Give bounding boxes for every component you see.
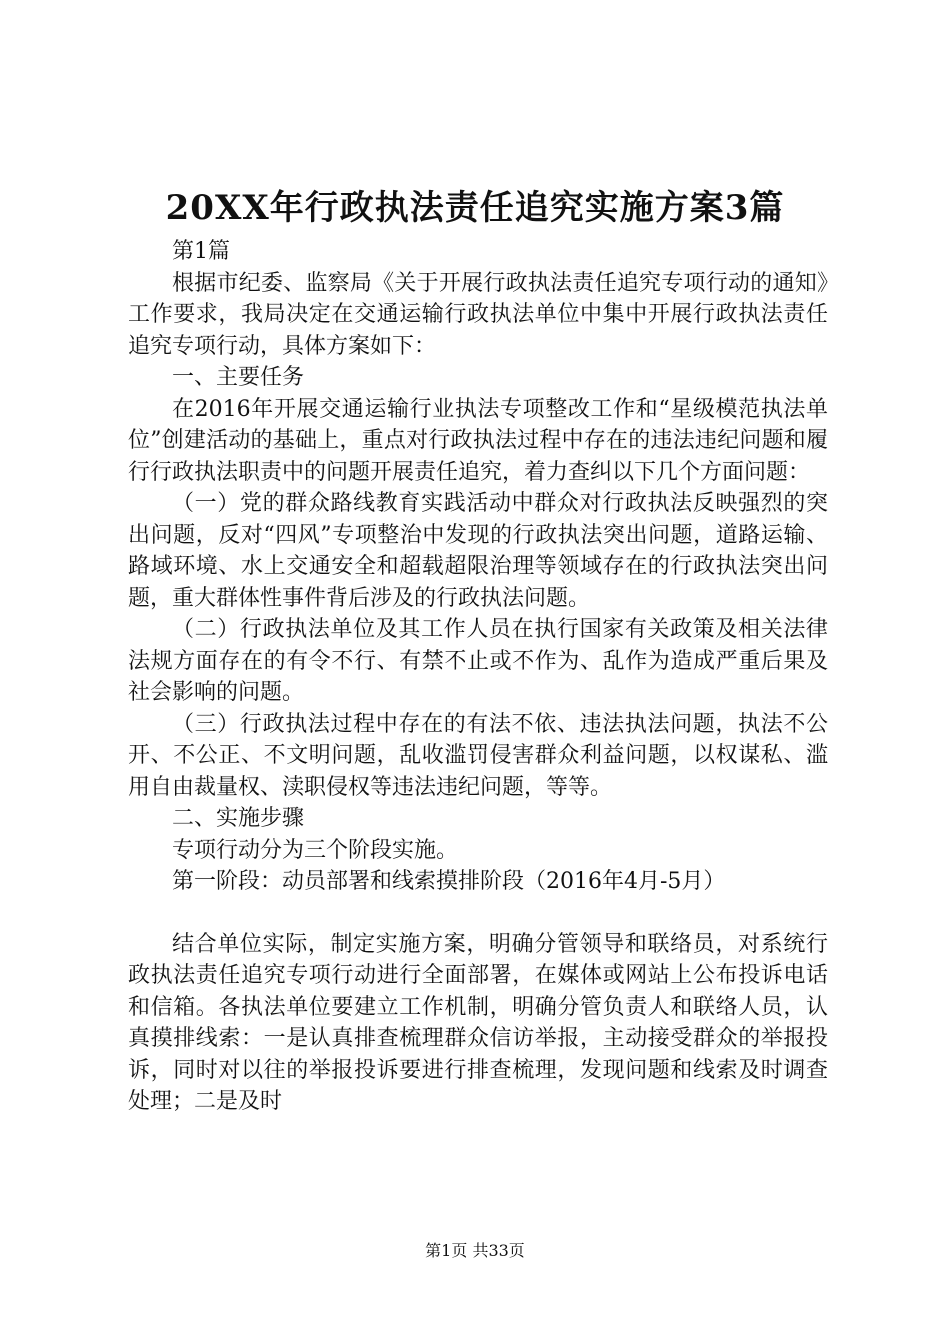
section-label: 第1篇 <box>172 239 230 264</box>
document-title: 20XX年行政执法责任追究实施方案3篇 <box>165 188 785 228</box>
paragraph-item-3: （三）行政执法过程中存在的有法不依、违法执法问题，执法不公开、不公正、不文明问题，乱收滥罚侵害群众利益问题，以权谋私、滥用自由裁量权、渎职侵权等违法违纪问题，等等。 <box>128 711 828 800</box>
heading-steps: 二、实施步骤 <box>172 806 305 831</box>
paragraph-item-2: （二）行政执法单位及其工作人员在执行国家有关政策及相关法律法规方面存在的有令不行、有禁不止或不作为、乱作为造成严重后果及社会影响的问题。 <box>128 617 828 705</box>
paragraph-item-1: （一）党的群众路线教育实践活动中群众对行政执法反映强烈的突出问题，反对“四风”专项整治中发现的行政执法突出问题，道路运输、路域环境、水上交通安全和超载超限治理等领域存在的行政执法突出问题，重大群体性事件背后涉及的行政执法问题。 <box>128 491 828 611</box>
heading-main-tasks: 一、主要任务 <box>172 365 305 390</box>
paragraph-stages: 专项行动分为三个阶段实施。 <box>172 837 459 863</box>
paragraph-intro: 根据市纪委、监察局《关于开展行政执法责任追究专项行动的通知》工作要求，我局决定在交通运输行政执法单位中集中开展行政执法责任追究专项行动，具体方案如下： <box>128 270 828 359</box>
heading-stage-1: 第一阶段：动员部署和线索摸排阶段（2016年4月-5月） <box>172 869 726 894</box>
page-footer: 第1页 共33页 <box>425 1241 525 1260</box>
paragraph-stage-1: 结合单位实际，制定实施方案，明确分管领导和联络员，对系统行政执法责任追究专项行动进行全面部署，在媒体或网站上公布投诉电话和信箱。各执法单位要建立工作机制，明确分管负责人和联络人员，认真摸排线索：一是认真排查梳理群众信访举报，主动接受群众的举报投诉，同时对以往的举报投诉要进行排查梳理，发现问题和线索及时调查处理；二是及时 <box>128 931 828 1114</box>
paragraph-tasks: 在2016年开展交通运输行业执法专项整改工作和“星级模范执法单位”创建活动的基础上，重点对行政执法过程中存在的违法违纪问题和履行行政执法职责中的问题开展责任追究，着力查纠以下几个方面问题： <box>128 396 828 485</box>
document-body <box>128 236 828 1118</box>
